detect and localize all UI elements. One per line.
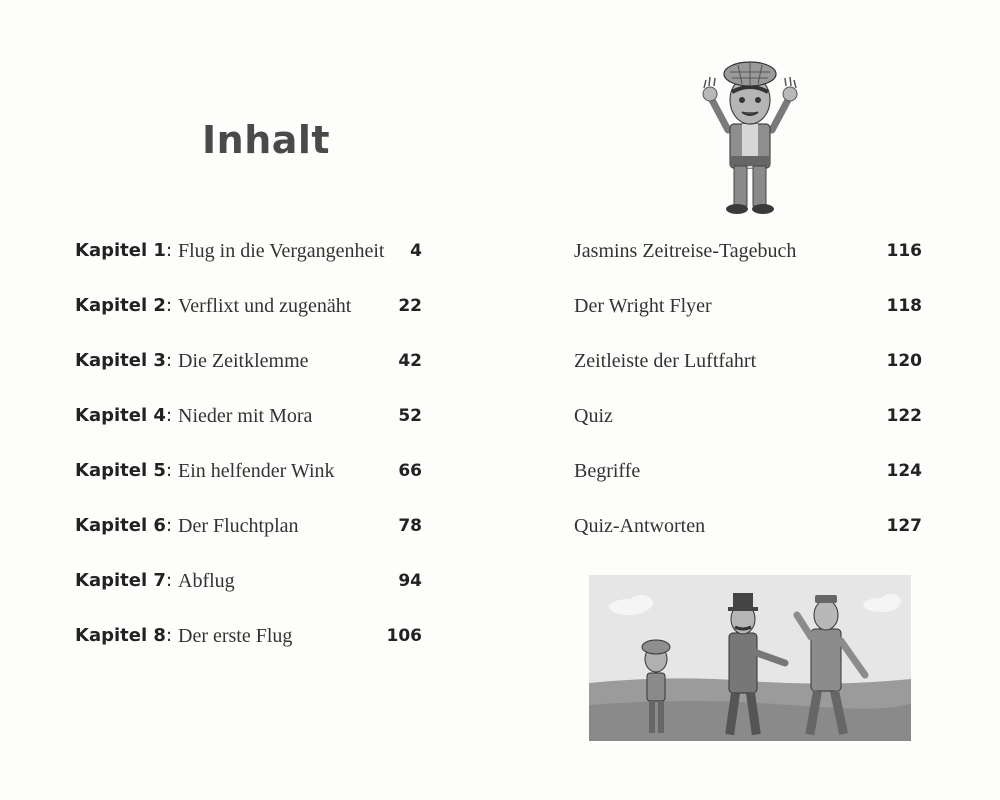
chapter-page-number: 22	[398, 296, 422, 316]
chapter-page-number: 4	[410, 241, 422, 261]
chapter-title: Der erste Flug	[178, 625, 293, 647]
chapter-label: Kapitel 2:	[75, 295, 173, 316]
chapter-title: Abflug	[178, 570, 235, 592]
extras-title: Der Wright Flyer	[574, 295, 712, 317]
chapter-label: Kapitel 1:	[75, 240, 173, 261]
extras-page-number: 127	[886, 516, 922, 536]
chapter-title: Ein helfender Wink	[178, 460, 335, 482]
chapter-title: Flug in die Vergangenheit	[178, 240, 385, 262]
extras-row[interactable]	[0, 236, 922, 266]
chapter-label: Kapitel 8:	[75, 625, 173, 646]
extras-page-number: 118	[886, 296, 922, 316]
chapter-page-number: 42	[398, 351, 422, 371]
extras-page-number: 122	[886, 406, 922, 426]
page-title: Inhalt	[202, 118, 331, 162]
extras-row[interactable]	[0, 511, 922, 541]
extras-page-number: 124	[886, 461, 922, 481]
chapter-page-number: 66	[398, 461, 422, 481]
chapter-label: Kapitel 7:	[75, 570, 173, 591]
extras-title: Quiz	[574, 405, 613, 427]
extras-row[interactable]	[0, 291, 922, 321]
chapter-page-number: 94	[398, 571, 422, 591]
chapter-label: Kapitel 6:	[75, 515, 173, 536]
chapter-title: Die Zeitklemme	[178, 350, 309, 372]
boy-waving-illustration	[690, 52, 810, 217]
chapter-page-number: 106	[386, 626, 422, 646]
chapter-label: Kapitel 3:	[75, 350, 173, 371]
extras-row[interactable]	[0, 456, 922, 486]
chapter-label: Kapitel 5:	[75, 460, 173, 481]
walking-characters-illustration	[589, 575, 911, 741]
extras-title: Quiz-Antworten	[574, 515, 706, 537]
chapter-title: Nieder mit Mora	[178, 405, 313, 427]
extras-row[interactable]	[0, 346, 922, 376]
extras-title: Begriffe	[574, 460, 641, 482]
extras-page-number: 116	[886, 241, 922, 261]
chapter-label: Kapitel 4:	[75, 405, 173, 426]
chapter-title: Der Fluchtplan	[178, 515, 299, 537]
chapter-page-number: 52	[398, 406, 422, 426]
extras-title: Zeitleiste der Luftfahrt	[574, 350, 757, 372]
extras-title: Jasmins Zeitreise-Tagebuch	[574, 240, 797, 262]
extras-page-number: 120	[886, 351, 922, 371]
chapter-title: Verflixt und zugenäht	[178, 295, 352, 317]
chapter-row[interactable]	[0, 621, 422, 651]
chapter-page-number: 78	[398, 516, 422, 536]
chapter-row[interactable]	[0, 566, 422, 596]
extras-row[interactable]	[0, 401, 922, 431]
